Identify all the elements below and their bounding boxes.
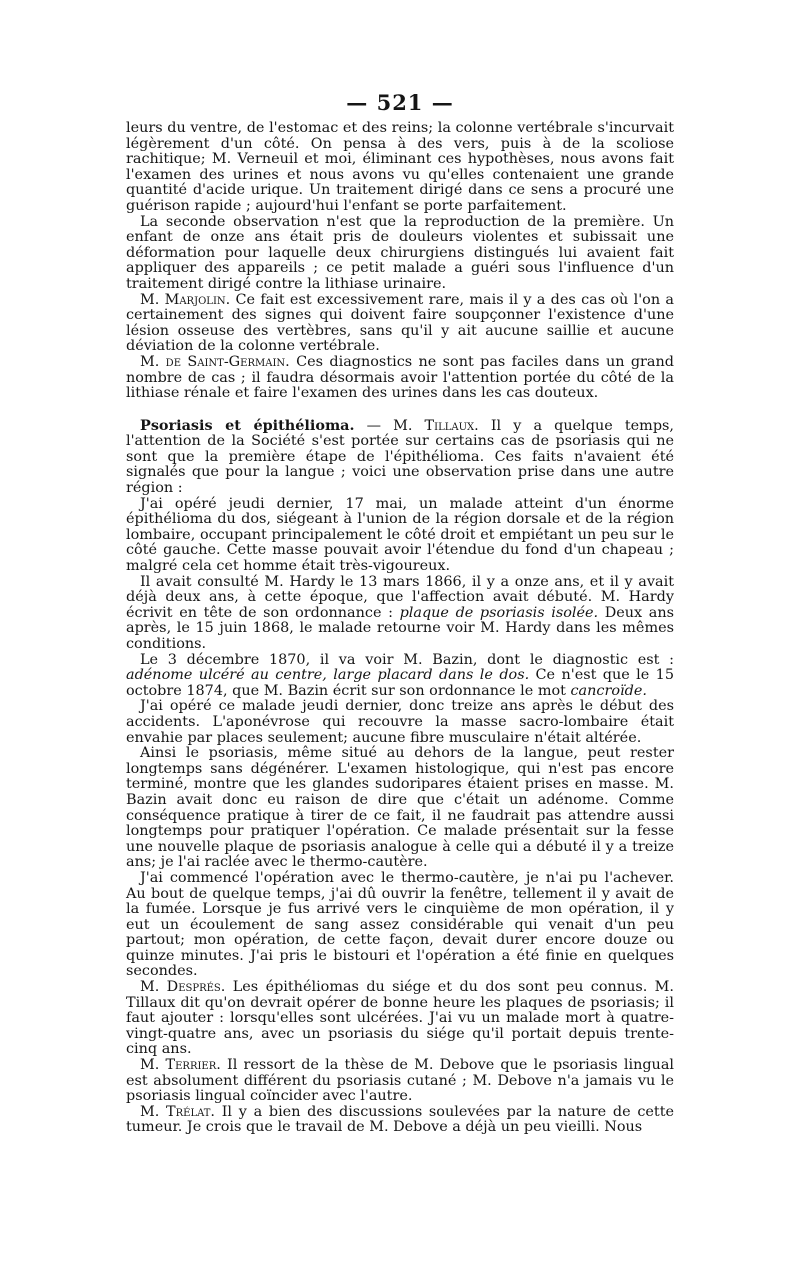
paragraph: leurs du ventre, de l'estomac et des reins; la colonne vertébrale s'incurvait légèrement d'un côté. On pensa à des vers, puis à de la scoliose rachitique; M. Verneuil et moi, éliminant ces hypothèses, nous avons fait l'examen des urines et nous avons vu qu'elles contenaient une grande quantité d'acide urique. Un traitement dirigé dans ce sens a procuré une guérison rapide ; aujourd'hui l'enfant se porte parfaitement. — [126, 120, 674, 214]
body-text — [126, 121, 674, 1136]
paragraph: La seconde observation n'est que la reproduction de la première. Un enfant de onze ans était pris de douleurs violentes et subissait une déformation pour laquelle deux chirurgiens distingués lui avaient fait appliquer des appareils ; ce petit malade a guéri sous l'influence d'un traitement dirigé contre la lithiase urinaire. — [126, 213, 674, 292]
paragraph-text: Ces diagnostics ne sont pas faciles dans un grand nombre de cas ; il faudra désormais avoir l'attention portée du côté de la lithiase rénale et faire l'examen des urines dans les cas douteux. — [126, 353, 674, 402]
speaker-name: M. Terrier. — [140, 1057, 221, 1074]
paragraph — [126, 355, 674, 402]
paragraph — [126, 293, 674, 355]
paragraph-text: Il y a bien des discussions soulevées par la nature de cette tumeur. Je crois que le travail de M. Debove a déjà un peu vieilli. Nous — [126, 1103, 674, 1136]
speaker-name: — M. Tillaux. — [354, 417, 479, 434]
section-title: Psoriasis et épithélioma. — [140, 416, 355, 434]
italic-quote: cancroïde. — [570, 682, 647, 699]
paragraph-text: Les épithéliomas du siége et du dos sont peu connus. M. Tillaux dit qu'on devrait opérer de bonne heure les plaques de psoriasis; il faut ajouter : lorsqu'elles sont ulcérées. J'ai vu un malade mort à quatre-vingt-quatre ans, avec un psoriasis du siége qu'il portait depuis trente-cinq ans. — [126, 979, 674, 1058]
page-number: — 521 — — [346, 90, 454, 115]
paragraph — [126, 653, 674, 700]
paragraph — [126, 575, 674, 653]
paragraph-text: Il y a quelque temps, l'attention de la Société s'est portée sur certains cas de psoriasis qui ne sont que la première étape de l'épithélioma. Ces faits n'avaient été signalés que pour la langue ; voici une observation prise dans une autre région : — [126, 417, 674, 497]
speaker-name: M. de Saint-Germain. — [140, 353, 290, 370]
paragraph — [126, 980, 674, 1058]
paragraph-text: Il avait consulté M. Hardy le 13 mars 1866, il y a onze ans, et il y avait déjà deux ans, à cette époque, que l'affection avait débuté. M. Hardy écrivit en tête de son ordonnance : — [126, 573, 674, 621]
section-paragraph — [126, 418, 674, 497]
speaker-name: M. Marjolin. — [140, 291, 231, 308]
paragraph — [126, 1105, 674, 1136]
paragraph: J'ai opéré ce malade jeudi dernier, donc treize ans après le début des accidents. L'aponévrose qui recouvre la masse sacro-lombaire était envahie par places seulement; aucune fibre musculaire n'était altérée. — [126, 698, 674, 746]
italic-quote: plaque de psoriasis isolée. — [399, 604, 599, 621]
paragraph: J'ai opéré jeudi dernier, 17 mai, un malade atteint d'un énorme épithélioma du dos, siégeant à l'union de la région dorsale et de la région lombaire, occupant principalement le côté droit et empiétant un peu sur le côté gauche. Cette masse pouvait avoir l'étendue du fond d'un chapeau ; malgré cela cet homme était très-vigoureux. — [126, 495, 674, 575]
paragraph-text: Il ressort de la thèse de M. Debove que le psoriasis lingual est absolument différent du psoriasis cutané ; M. Debove n'a jamais vu le psoriasis lingual coïncider avec l'autre. — [126, 1057, 674, 1105]
speaker-name: M. Trélat. — [140, 1103, 216, 1120]
italic-quote: adénome ulcéré au centre, large placard dans le dos. — [126, 667, 530, 684]
speaker-name: M. Després. — [140, 979, 226, 996]
paragraph — [126, 1058, 674, 1105]
paragraph-text: Deux ans après, le 15 juin 1868, le malade retourne voir M. Hardy dans les mêmes conditions. — [126, 604, 674, 652]
paragraph-text: Ce n'est que le 15 octobre 1874, que M. Bazin écrit sur son ordonnance le mot — [126, 667, 674, 699]
paragraph-text: Ce fait est excessivement rare, mais il y a des cas où l'on a certainement des signes qui doivent faire soupçonner l'existence d'une lésion osseuse des vertèbres, sans qu'il y ait aucune saillie et aucune déviation de la colonne vertébrale. — [126, 291, 674, 355]
paragraph: Ainsi le psoriasis, même situé au dehors de la langue, peut rester longtemps sans dégénérer. L'examen histologique, qui n'est pas encore terminé, montre que les glandes sudoripares étaient prises en masse. M. Bazin avait donc eu raison de dire que c'était un adénome. Comme conséquence pratique à tirer de ce fait, il ne faudrait pas attendre aussi longtemps pour pratiquer l'opération. Ce malade présentait sur la fesse une nouvelle plaque de psoriasis analogue à celle qui a débuté il y a treize ans; je l'ai raclée avec le thermo-cautère. — [126, 745, 674, 871]
paragraph-text: Le 3 décembre 1870, il va voir M. Bazin, dont le diagnostic est : — [140, 651, 674, 668]
paragraph: J'ai commencé l'opération avec le thermo-cautère, je n'ai pu l'achever. Au bout de quelque temps, j'ai dû ouvrir la fenêtre, tellement il y avait de la fumée. Lorsque je fus arrivé vers le cinquième de mon opération, il y eut un écoulement de sang assez considérable qui venait d'un peu partout; mon opération, de cette façon, devait durer encore douze ou quinze minutes. J'ai pris le bistouri et l'opération a été finie en quelques secondes. — [126, 869, 674, 980]
